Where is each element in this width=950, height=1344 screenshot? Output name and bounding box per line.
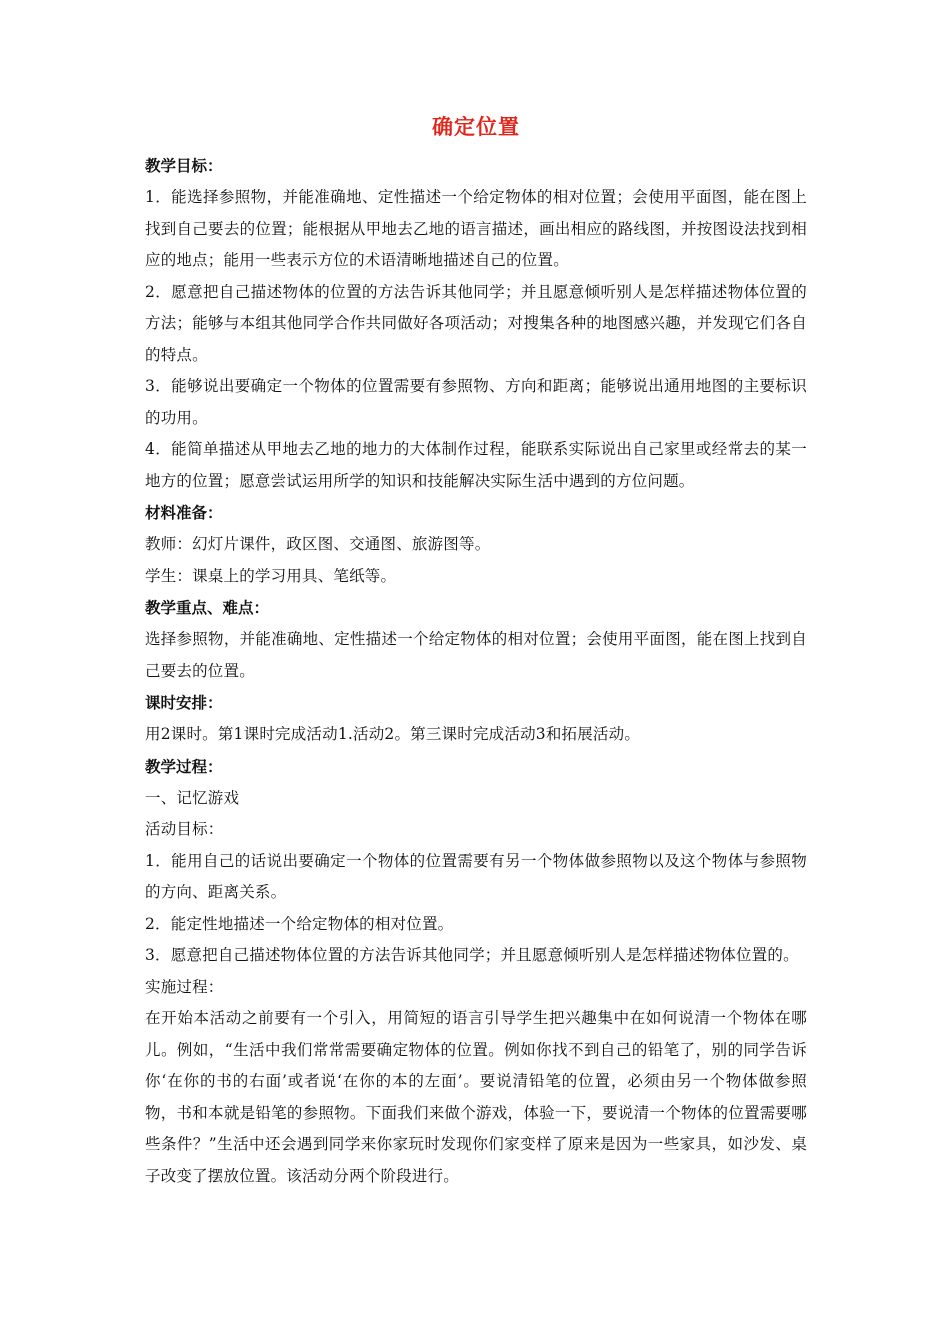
process-goal-3: 3．愿意把自己描述物体位置的方法告诉其他同学；并且愿意倾听别人是怎样描述物体位置的。 — [145, 946, 799, 964]
materials-student: 学生：课桌上的学习用具、笔纸等。 — [145, 566, 397, 585]
schedule-heading: 课时安排： — [145, 693, 223, 712]
objective-item-2: 2．愿意把自己描述物体的位置的方法告诉其他同学；并且愿意倾听别人是怎样描述物体位置的方法；能够与本组其他同学合作共同做好各项活动；对搜集各种的地图感兴趣，并发现它们各自的特点。 — [145, 282, 807, 364]
process-goal-2: 2．能定性地描述一个给定物体的相对位置。 — [145, 914, 454, 933]
keypoints-heading: 教学重点、难点： — [145, 598, 270, 617]
document-page — [145, 112, 807, 1192]
process-goal-label: 活动目标： — [145, 820, 224, 838]
process-heading: 教学过程： — [145, 756, 223, 776]
process-impl-label: 实施过程： — [145, 977, 224, 996]
objective-item-1: 1．能选择参照物，并能准确地、定性描述一个给定物体的相对位置；会使用平面图，能在图上找到自己要去的位置；能根据从甲地去乙地的语言描述，画出相应的路线图，并按图设法找到相应的地点；能用一些表示方位的术语清晰地描述自己的位置。 — [145, 188, 807, 269]
document-title: 确定位置 — [432, 114, 520, 139]
schedule-text: 用2课时。第1课时完成活动1.活动2。第三课时完成活动3和拓展活动。 — [145, 725, 641, 743]
materials-teacher: 教师：幻灯片课件，政区图、交通图、旅游图等。 — [145, 535, 491, 553]
process-part1-title: 一、记忆游戏 — [145, 788, 240, 807]
objective-item-3: 3．能够说出要确定一个物体的位置需要有参照物、方向和距离；能够说出通用地图的主要标识的功用。 — [145, 377, 807, 427]
keypoints-text: 选择参照物，并能准确地、定性描述一个给定物体的相对位置；会使用平面图，能在图上找到自己要去的位置。 — [145, 630, 807, 680]
materials-heading: 材料准备： — [145, 503, 223, 522]
objective-item-4: 4．能简单描述从甲地去乙地的地力的大体制作过程，能联系实际说出自己家里或经常去的某一地方的位置；愿意尝试运用所学的知识和技能解决实际生活中遇到的方位问题。 — [145, 440, 807, 490]
process-goal-1: 1．能用自己的话说出要确定一个物体的位置需要有另一个物体做参照物以及这个物体与参照物的方向、距离关系。 — [145, 851, 807, 901]
process-impl-text: 在开始本活动之前要有一个引入，用简短的语言引导学生把兴趣集中在如何说清一个物体在哪儿。例如，“生活中我们常常需要确定物体的位置。例如你找不到自己的铅笔了，别的同学告诉你‘在你的书的右面’或者说‘在你的本的左面’。要说清铅笔的位置，必须由另一个物体做参照物，书和本就是铅笔的参照物。下面我们来做个游戏，体验一下，要说清一个物体的位置需要哪些条件？”生活中还会遇到同学来你家玩时发现你们家变样了原来是因为一些家具，如沙发、桌子改变了摆放位置。该活动分两个阶段进行。 — [145, 1009, 807, 1185]
objectives-heading: 教学目标： — [145, 156, 223, 175]
